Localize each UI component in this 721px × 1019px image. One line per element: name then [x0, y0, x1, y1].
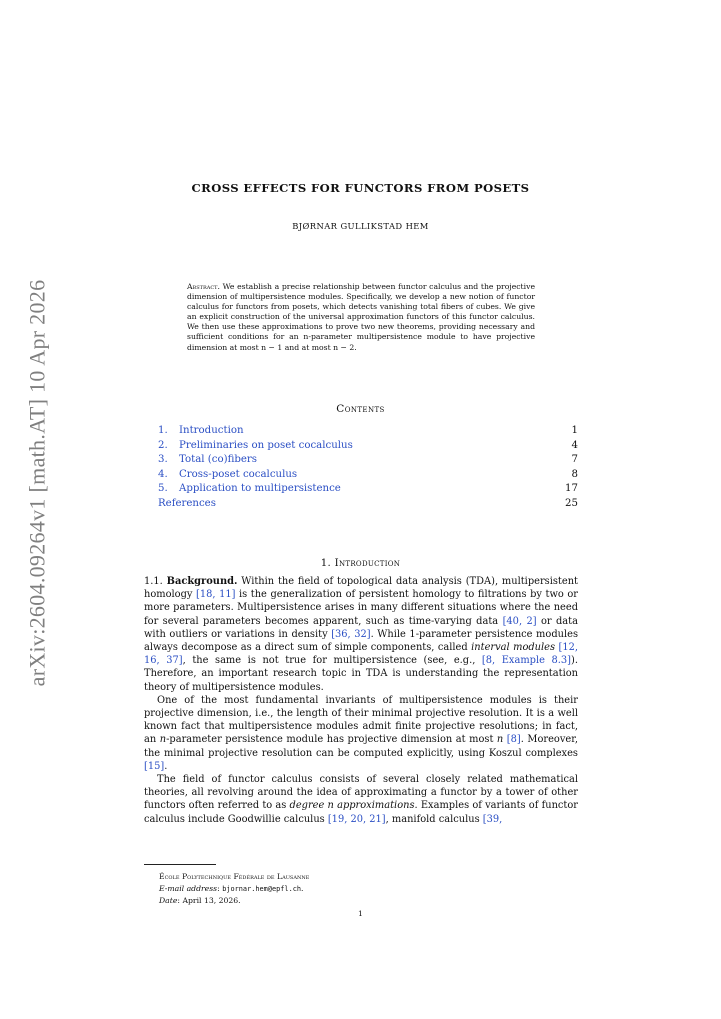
email-line: E-mail address: bjornar.hem@epfl.ch. — [159, 884, 304, 893]
toc-entry-page: 1 — [571, 425, 578, 436]
date-line: Date: April 13, 2026. — [159, 896, 241, 905]
citation-link[interactable]: [18, 11] — [196, 589, 236, 601]
toc-entry-link[interactable]: References — [158, 497, 216, 509]
arxiv-identifier: arXiv:2604.09264v1 [math.AT] 10 Apr 2026 — [24, 279, 50, 686]
toc-entry[interactable] — [158, 497, 578, 512]
emphasis: degree n approximations — [289, 800, 415, 812]
toc-entry-number: 1. — [158, 425, 168, 436]
page-number: 1 — [358, 909, 363, 918]
section-heading — [0, 558, 721, 569]
abstract-text: We establish a precise relationship between functor calculus and the projective dimension of multipersistence modules. Specifically, we develop a new notion of functor calculus for functors from posets, which detects vanishing total fibers of cubes. We give an explicit construction of the universal approximation functors of this functor calculus. We then use these approximations to prove two new theorems, providing necessary and sufficient conditions for an n-parameter multipersistence module to have projective dimension at most n − 1 and at most n − 2. — [187, 282, 536, 352]
toc-entry-link[interactable]: Total (co)fibers — [179, 454, 258, 465]
subsection-heading: Background. — [166, 576, 238, 587]
toc-entry-page: 7 — [571, 454, 578, 465]
toc-entry-page: 4 — [571, 439, 578, 451]
arxiv-sidebar — [22, 279, 52, 686]
footnote-divider — [144, 864, 216, 865]
subsection-number: 1.1. — [144, 576, 163, 587]
emphasis: interval modules — [471, 642, 556, 654]
citation-link[interactable]: [36, 32] — [331, 628, 371, 640]
toc-entry[interactable] — [158, 453, 578, 468]
citation-link[interactable]: [8] — [506, 734, 521, 746]
paragraph: The field of functor calculus consists of several closely related mathematical theories, all revolving around the idea of approximating a functor by a tower of other functors often referred to as degree n approximations. Examples of variants of functor calculus include Goodwillie calculus [19, 20, 21], manifold calculus [39, — [144, 774, 579, 825]
affiliation: École Polytechnique Fédérale de Lausanne — [159, 872, 310, 881]
citation-link[interactable]: [12, 16, 37] — [144, 642, 578, 667]
section-number: 1. — [320, 558, 332, 569]
abstract — [187, 282, 535, 353]
citation-link[interactable]: [40, 2] — [502, 615, 537, 627]
toc-entry[interactable] — [158, 482, 578, 497]
section-title: Introduction — [334, 558, 401, 569]
toc-entry[interactable] — [158, 439, 578, 454]
toc-entry-link[interactable]: Cross-poset cocalculus — [179, 468, 298, 480]
toc-entry-link[interactable]: Preliminaries on poset cocalculus — [179, 439, 353, 451]
toc-entry[interactable] — [158, 468, 578, 483]
toc-entry-link[interactable]: Application to multipersistence — [179, 483, 341, 494]
paragraph: One of the most fundamental invariants of multipersistence modules is their projective dimension, i.e., the length of their minimal projective resolution. It is a well known fact that multipersistence modules admit finite projective resolutions; in fact, an n-parameter persistence module has projective dimension at most n [8]. Moreover, the minimal projective resolution can be computed explicitly, using Koszul complexes [15]. — [144, 694, 578, 772]
citation-link[interactable]: [19, 20, 21] — [327, 813, 386, 825]
toc-entry-number: 3. — [158, 454, 168, 465]
toc-entry-page: 17 — [565, 483, 578, 494]
toc-entry-number: 5. — [158, 483, 168, 494]
date-value: April 13, 2026. — [182, 896, 241, 905]
citation-link[interactable]: [8, Example 8.3] — [481, 655, 572, 667]
paper-title: CROSS EFFECTS FOR FUNCTORS FROM POSETS — [191, 181, 530, 195]
toc-entry-page: 25 — [565, 497, 578, 509]
toc-entry-link[interactable]: Introduction — [179, 425, 244, 436]
toc-entry-page: 8 — [571, 468, 578, 480]
email-address[interactable]: bjornar.hem@epfl.ch — [222, 885, 302, 893]
paper-author: BJØRNAR GULLIKSTAD HEM — [292, 221, 429, 231]
citation-link[interactable]: [15] — [144, 760, 165, 772]
table-of-contents — [158, 424, 578, 511]
citation-link[interactable]: [39, — [482, 813, 503, 825]
toc-entry[interactable] — [158, 424, 578, 439]
body-text — [144, 575, 578, 826]
paragraph: 1.1. Background. Within the field of topological data analysis (TDA), multipersistent homology [18, 11] is the generalization of persistent homology to filtrations by two or more parameters. Multipersistence arises in many different situations where the need for several parameters becomes apparent, such as time-varying data [40, 2] or data with outliers or variations in density [36, 32]. While 1-parameter persistence modules always decompose as a direct sum of simple components, called interval modules [12, 16, 37], the same is not true for multipersistence (see, e.g., [8, Example 8.3]). Therefore, an important research topic in TDA is understanding the representation theory of multipersistence modules. — [144, 576, 579, 693]
toc-entry-number: 4. — [158, 468, 168, 480]
abstract-label: Abstract. — [187, 282, 220, 291]
toc-entry-number: 2. — [158, 439, 168, 451]
contents-heading: Contents — [336, 403, 385, 415]
footnotes — [159, 871, 309, 907]
